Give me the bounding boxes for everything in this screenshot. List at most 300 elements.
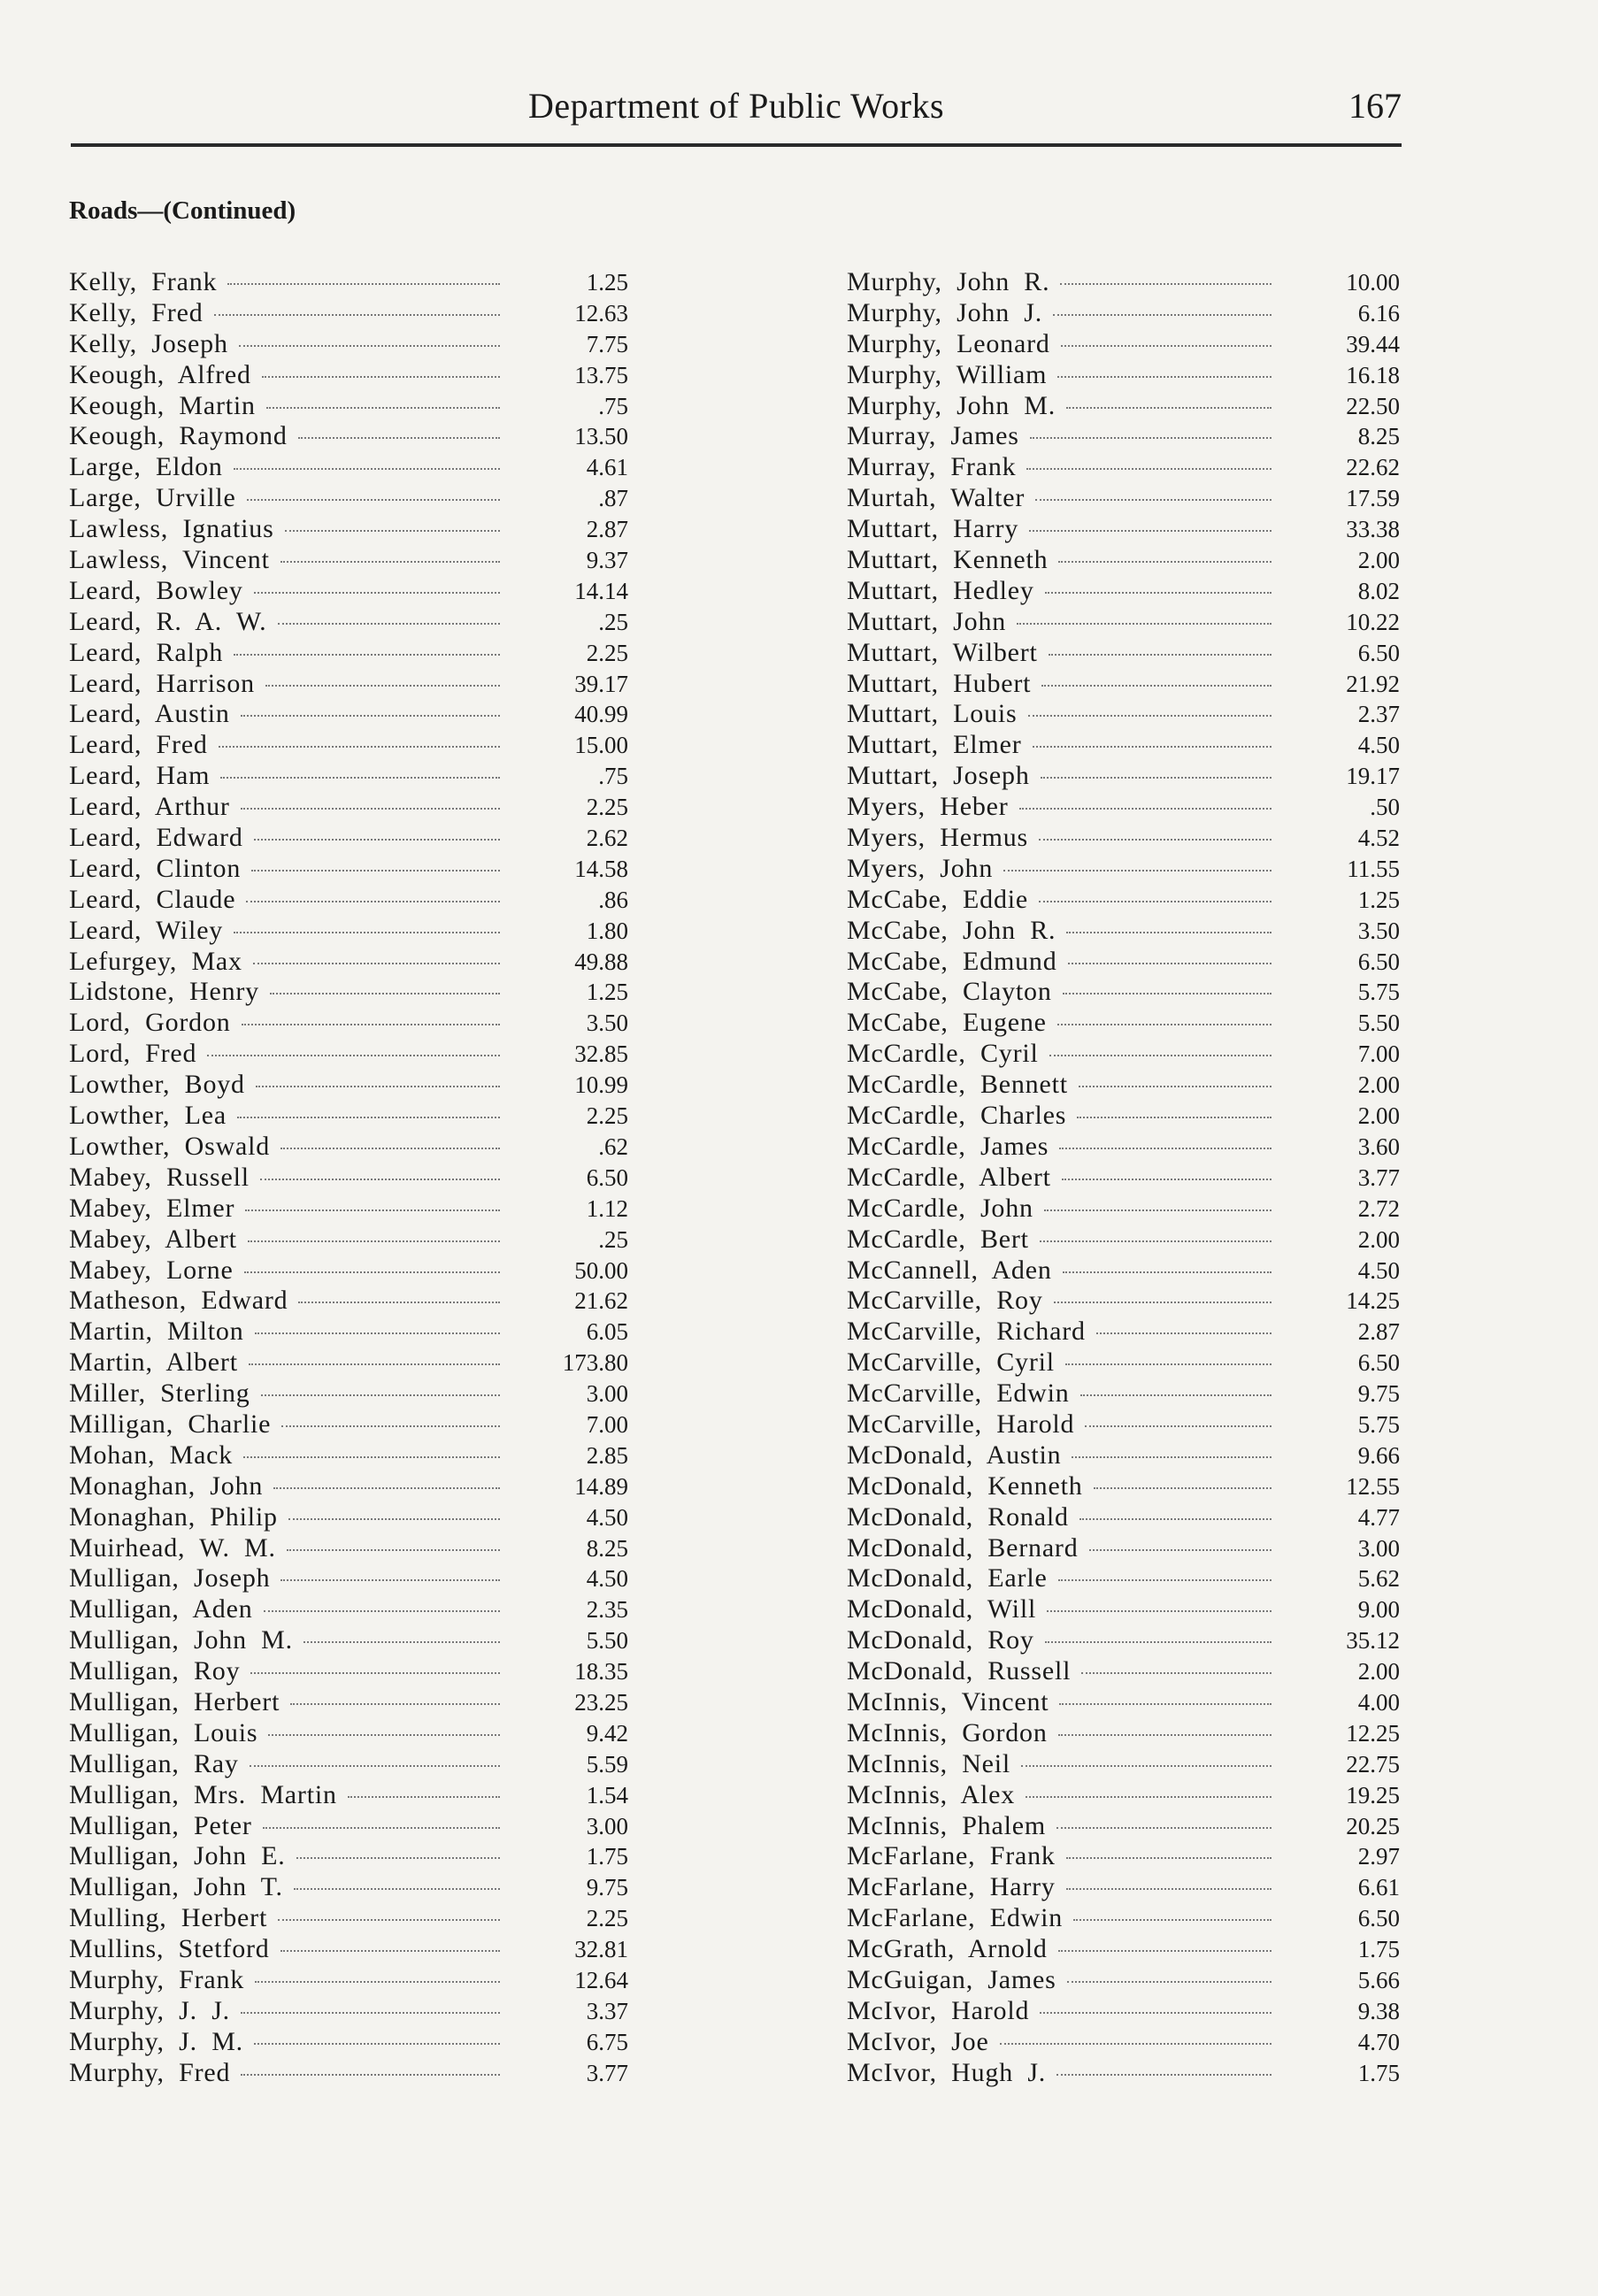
payment-amount: 7.00: [586, 1410, 628, 1438]
payee-name: McCannell, Aden: [847, 1255, 1052, 1285]
list-item: [69, 391, 628, 422]
dot-leader: [1039, 900, 1271, 902]
payment-amount: .86: [598, 886, 628, 913]
dot-leader: [262, 375, 500, 378]
payee-name: Muttart, John: [847, 606, 1007, 636]
payment-amount: 3.77: [586, 2059, 628, 2086]
dot-leader: [1077, 1116, 1271, 1118]
payment-amount: 12.63: [574, 299, 628, 326]
payee-name: Milligan, Charlie: [69, 1409, 272, 1439]
payee-name: Large, Urville: [69, 483, 236, 513]
payee-name: Myers, Hermus: [847, 823, 1029, 853]
payment-amount: 4.77: [1357, 1503, 1400, 1531]
dot-leader: [255, 1980, 500, 1983]
payment-amount: 21.92: [1346, 670, 1400, 697]
dot-leader: [285, 529, 500, 532]
list-item: [69, 823, 628, 854]
payee-name: McInnis, Vincent: [847, 1686, 1049, 1716]
payment-amount: 6.05: [586, 1318, 628, 1346]
list-item: [847, 699, 1400, 730]
payee-name: Mulligan, Aden: [69, 1594, 253, 1624]
dot-leader: [278, 622, 501, 625]
list-item: [847, 1225, 1400, 1256]
payment-amount: 39.17: [574, 670, 628, 697]
payment-amount: 1.80: [586, 917, 628, 944]
payment-amount: 3.77: [1357, 1163, 1400, 1191]
payment-amount: 15.00: [574, 732, 628, 759]
payment-amount: 1.75: [1357, 1936, 1400, 1963]
payee-name: Kelly, Fred: [69, 297, 204, 327]
list-item: [847, 1903, 1400, 1934]
dot-leader: [288, 1517, 500, 1520]
payee-name: McDonald, Earle: [847, 1563, 1048, 1593]
list-item: [847, 1471, 1400, 1502]
payee-name: McCarville, Edwin: [847, 1378, 1070, 1409]
payee-name: Leard, Ralph: [69, 637, 224, 667]
list-item: [847, 576, 1400, 607]
dot-leader: [1059, 1702, 1271, 1705]
list-item: [847, 1996, 1400, 2027]
dot-leader: [1073, 1918, 1271, 1921]
dot-leader: [1040, 2011, 1271, 2014]
list-item: [847, 391, 1400, 422]
payee-name: McCardle, Charles: [847, 1101, 1067, 1131]
list-item: [69, 1656, 628, 1687]
payment-amount: 9.38: [1357, 1997, 1400, 2024]
list-item: [69, 514, 628, 545]
payee-name: Kelly, Frank: [69, 267, 218, 296]
dot-leader: [1041, 776, 1271, 779]
list-item: [69, 1317, 628, 1348]
list-item: [847, 730, 1400, 761]
list-item: [69, 1471, 628, 1502]
list-item: [847, 1039, 1400, 1070]
dot-leader: [281, 1424, 500, 1427]
dot-leader: [1062, 1178, 1271, 1180]
list-item: [847, 1594, 1400, 1625]
list-item: [69, 421, 628, 452]
payment-amount: 1.75: [586, 1843, 628, 1870]
payee-name: Leard, Arthur: [69, 792, 230, 822]
payment-amount: 13.50: [574, 423, 628, 450]
payment-amount: 12.64: [574, 1966, 628, 1993]
payment-amount: 9.75: [586, 1874, 628, 1901]
list-item: [69, 1256, 628, 1286]
payee-name: Martin, Albert: [69, 1348, 238, 1378]
payment-amount: 2.00: [1357, 1102, 1400, 1130]
list-item: [847, 1163, 1400, 1194]
list-item: [69, 1934, 628, 1965]
list-item: [847, 2058, 1400, 2089]
list-item: [847, 1194, 1400, 1225]
dot-leader: [1065, 1363, 1271, 1365]
payee-name: Mulligan, Roy: [69, 1656, 241, 1686]
list-item: [847, 916, 1400, 947]
payee-name: McInnis, Alex: [847, 1779, 1016, 1809]
list-item: [69, 730, 628, 761]
dot-leader: [265, 684, 500, 687]
payment-amount: 5.66: [1357, 1966, 1400, 1993]
list-item: [847, 854, 1400, 885]
payment-amount: 16.18: [1346, 361, 1400, 388]
dot-leader: [1081, 1671, 1271, 1674]
dot-leader: [1085, 1424, 1271, 1427]
dot-leader: [234, 467, 500, 470]
list-item: [847, 1687, 1400, 1718]
list-item: [847, 607, 1400, 638]
payment-amount: 3.37: [586, 1997, 628, 2024]
dot-leader: [298, 1301, 500, 1303]
payee-name: Mullins, Stetford: [69, 1934, 270, 1964]
list-item: [69, 1841, 628, 1872]
dot-leader: [296, 1856, 500, 1859]
right-column: [847, 267, 1400, 2089]
payee-name: Mabey, Elmer: [69, 1193, 235, 1223]
list-item: [847, 514, 1400, 545]
dot-leader: [1096, 1332, 1271, 1334]
dot-leader: [1056, 1826, 1271, 1829]
payment-amount: 2.00: [1357, 547, 1400, 574]
payee-name: Murphy, John R.: [847, 267, 1050, 296]
payment-amount: 6.50: [1357, 639, 1400, 666]
list-item: [847, 792, 1400, 823]
dot-leader: [280, 1578, 500, 1581]
payee-name: McIvor, Harold: [847, 1995, 1030, 2025]
payment-amount: 8.25: [586, 1534, 628, 1562]
dot-leader: [1026, 1795, 1271, 1798]
payment-amount: 6.50: [586, 1163, 628, 1191]
payment-amount: 3.60: [1357, 1133, 1400, 1160]
list-item: [69, 1039, 628, 1070]
list-item: [847, 421, 1400, 452]
dot-leader: [1049, 1054, 1271, 1056]
dot-leader: [207, 1054, 500, 1056]
list-item: [69, 916, 628, 947]
dot-leader: [249, 1363, 500, 1365]
list-item: [847, 1625, 1400, 1656]
list-item: [847, 298, 1400, 329]
dot-leader: [254, 2042, 500, 2045]
dot-leader: [234, 931, 500, 933]
dot-leader: [255, 1332, 500, 1334]
payee-name: Miller, Sterling: [69, 1378, 250, 1409]
payee-name: McDonald, Ronald: [847, 1501, 1069, 1532]
list-item: [847, 885, 1400, 916]
list-item: [847, 1718, 1400, 1749]
payee-name: McCardle, James: [847, 1131, 1049, 1161]
payee-name: McInnis, Gordon: [847, 1717, 1048, 1747]
payment-amount: 20.25: [1346, 1812, 1400, 1839]
payee-name: Murphy, William: [847, 359, 1048, 389]
payment-amount: 6.16: [1357, 299, 1400, 326]
payment-amount: 5.75: [1357, 1410, 1400, 1438]
payee-name: Keough, Alfred: [69, 359, 251, 389]
payment-amount: 32.85: [574, 1040, 628, 1068]
payment-amount: 19.17: [1346, 763, 1400, 790]
list-item: [69, 360, 628, 391]
payment-amount: 8.02: [1357, 577, 1400, 604]
payee-name: McCardle, Bennett: [847, 1070, 1068, 1100]
list-item: [847, 638, 1400, 669]
payee-name: Matheson, Edward: [69, 1286, 288, 1316]
payment-amount: 4.61: [586, 454, 628, 481]
payee-name: Mulligan, Peter: [69, 1810, 252, 1840]
payee-name: Mulligan, Herbert: [69, 1686, 280, 1716]
payee-name: McDonald, Kenneth: [847, 1471, 1083, 1501]
payment-amount: 1.25: [586, 979, 628, 1006]
payment-amount: 2.00: [1357, 1225, 1400, 1253]
dot-leader: [241, 714, 500, 717]
dot-leader: [280, 560, 500, 563]
payee-name: Leard, Ham: [69, 761, 211, 791]
payment-amount: 7.75: [586, 330, 628, 357]
dot-leader: [242, 1023, 500, 1025]
payment-amount: 4.00: [1357, 1688, 1400, 1716]
list-item: [847, 1256, 1400, 1286]
list-item: [69, 1687, 628, 1718]
list-item: [847, 545, 1400, 576]
dot-leader: [227, 282, 500, 285]
payment-amount: 1.12: [586, 1194, 628, 1222]
payee-name: Mulligan, Louis: [69, 1717, 258, 1747]
list-item: [69, 669, 628, 700]
list-item: [847, 1132, 1400, 1163]
payee-name: Mulling, Herbert: [69, 1903, 268, 1933]
payee-name: McDonald, Roy: [847, 1625, 1034, 1655]
dot-leader: [1019, 807, 1271, 810]
list-item: [847, 329, 1400, 360]
payment-amount: 22.62: [1346, 454, 1400, 481]
list-item: [69, 1286, 628, 1317]
list-item: [847, 823, 1400, 854]
payee-name: Lowther, Boyd: [69, 1070, 245, 1100]
payee-name: Murphy, Fred: [69, 2057, 231, 2087]
payment-amount: 10.22: [1346, 608, 1400, 635]
payment-amount: 23.25: [574, 1688, 628, 1716]
list-item: [69, 1903, 628, 1934]
dot-leader: [1000, 2042, 1271, 2045]
dot-leader: [245, 1209, 500, 1211]
dot-leader: [1030, 436, 1271, 439]
dot-leader: [273, 1486, 500, 1489]
payee-name: Leard, R. A. W.: [69, 606, 267, 636]
payment-amount: 2.00: [1357, 1071, 1400, 1099]
payment-amount: 1.75: [1357, 2059, 1400, 2086]
list-item: [69, 545, 628, 576]
dot-leader: [260, 1178, 500, 1180]
payee-name: Kelly, Joseph: [69, 328, 228, 358]
list-item: [69, 452, 628, 483]
list-item: [847, 761, 1400, 792]
dot-leader: [298, 436, 500, 439]
payee-name: McFarlane, Frank: [847, 1841, 1056, 1871]
dot-leader: [294, 1887, 500, 1890]
list-item: [847, 1317, 1400, 1348]
payment-amount: 5.50: [586, 1627, 628, 1655]
payee-name: McCardle, Cyril: [847, 1039, 1039, 1069]
list-item: [847, 1286, 1400, 1317]
list-item: [847, 1101, 1400, 1132]
dot-leader: [1026, 467, 1271, 470]
dot-leader: [1057, 375, 1271, 378]
payment-amount: 9.75: [1357, 1380, 1400, 1408]
list-item: [69, 699, 628, 730]
list-item: [847, 669, 1400, 700]
payment-amount: 2.87: [1357, 1318, 1400, 1346]
payment-amount: 2.87: [586, 516, 628, 543]
list-item: [69, 1163, 628, 1194]
payee-name: McGrath, Arnold: [847, 1934, 1048, 1964]
payee-name: McCarville, Richard: [847, 1317, 1086, 1347]
payee-name: McGuigan, James: [847, 1964, 1056, 1994]
dot-leader: [1021, 1764, 1271, 1767]
payee-name: Mulligan, Mrs. Martin: [69, 1779, 337, 1809]
list-item: [69, 1409, 628, 1440]
page-title: Department of Public Works: [527, 86, 945, 126]
dot-leader: [253, 962, 500, 964]
payee-name: McCabe, Edmund: [847, 946, 1057, 976]
payee-name: McDonald, Will: [847, 1594, 1037, 1624]
list-item: [69, 854, 628, 885]
list-item: [69, 1348, 628, 1378]
payee-name: Lowther, Oswald: [69, 1131, 271, 1161]
payment-amount: 50.00: [574, 1256, 628, 1284]
payee-name: McCabe, Eugene: [847, 1008, 1047, 1038]
payment-amount: 9.37: [586, 547, 628, 574]
payee-name: McCabe, Eddie: [847, 884, 1029, 914]
list-item: [847, 1780, 1400, 1811]
payment-amount: 21.62: [574, 1287, 628, 1315]
dot-leader: [1040, 1240, 1271, 1242]
payment-amount: 32.81: [574, 1936, 628, 1963]
payment-amount: 2.62: [586, 825, 628, 852]
list-item: [847, 1502, 1400, 1533]
dot-leader: [244, 1271, 500, 1273]
list-item: [69, 1194, 628, 1225]
payee-name: Mabey, Albert: [69, 1224, 237, 1254]
payment-amount: 3.00: [586, 1812, 628, 1839]
payee-name: Large, Eldon: [69, 452, 223, 482]
list-item: [847, 360, 1400, 391]
list-item: [69, 607, 628, 638]
payee-name: McCardle, Bert: [847, 1224, 1029, 1254]
payee-name: Monaghan, Philip: [69, 1501, 278, 1532]
list-item: [69, 576, 628, 607]
payee-name: McCarville, Harold: [847, 1409, 1075, 1439]
list-item: [69, 1132, 628, 1163]
dot-leader: [1058, 1733, 1271, 1736]
payment-amount: 14.58: [574, 855, 628, 882]
payment-amount: 8.25: [1357, 423, 1400, 450]
list-item: [69, 1996, 628, 2027]
payment-amount: 14.25: [1346, 1287, 1400, 1315]
payment-amount: 1.25: [586, 269, 628, 296]
payee-name: Mulligan, John M.: [69, 1625, 293, 1655]
payee-name: Lefurgey, Max: [69, 946, 242, 976]
payee-name: Mulligan, Joseph: [69, 1563, 271, 1593]
dot-leader: [1049, 653, 1271, 656]
payment-amount: 2.00: [1357, 1658, 1400, 1686]
dot-leader: [248, 1240, 500, 1242]
dot-leader: [1094, 1486, 1271, 1489]
list-item: [69, 329, 628, 360]
dot-leader: [1066, 931, 1271, 933]
dot-leader: [1003, 869, 1271, 872]
list-item: [69, 2058, 628, 2089]
payee-name: Murphy, John M.: [847, 390, 1056, 420]
dot-leader: [1072, 1455, 1271, 1458]
payment-amount: 5.62: [1357, 1565, 1400, 1593]
dot-leader: [241, 807, 500, 810]
payment-amount: 5.50: [1357, 1010, 1400, 1037]
list-item: [69, 298, 628, 329]
payee-name: Muirhead, W. M.: [69, 1532, 276, 1563]
dot-leader: [219, 745, 500, 748]
payment-amount: 19.25: [1346, 1781, 1400, 1808]
dot-leader: [256, 1085, 500, 1087]
list-item: [847, 2027, 1400, 2058]
payee-name: McCabe, John R.: [847, 915, 1056, 945]
payment-amount: 14.14: [574, 577, 628, 604]
payee-name: Mohan, Mack: [69, 1440, 234, 1470]
payee-name: Leard, Fred: [69, 730, 208, 760]
list-item: [847, 483, 1400, 514]
payee-name: Murphy, J. J.: [69, 1995, 230, 2025]
dot-leader: [1058, 560, 1271, 563]
dot-leader: [1089, 1548, 1271, 1551]
dot-leader: [1056, 2073, 1271, 2076]
dot-leader: [1059, 1147, 1271, 1149]
payment-amount: 3.50: [586, 1010, 628, 1037]
payee-name: Lord, Gordon: [69, 1008, 231, 1038]
payment-amount: .25: [598, 1225, 628, 1253]
payment-amount: 10.00: [1346, 269, 1400, 296]
list-item: [69, 638, 628, 669]
dot-leader: [239, 344, 500, 347]
payment-amount: 22.75: [1346, 1750, 1400, 1778]
payment-amount: 9.42: [586, 1719, 628, 1747]
dot-leader: [290, 1702, 500, 1705]
list-item: [847, 1348, 1400, 1378]
payee-name: Myers, John: [847, 853, 994, 883]
dot-leader: [261, 1394, 500, 1396]
payee-name: Leard, Clinton: [69, 853, 242, 883]
dot-leader: [214, 313, 501, 316]
dot-leader: [348, 1795, 500, 1798]
dot-leader: [268, 1733, 500, 1736]
dot-leader: [220, 776, 500, 779]
dot-leader: [1017, 622, 1271, 625]
payment-amount: 9.00: [1357, 1596, 1400, 1624]
payment-amount: 18.35: [574, 1658, 628, 1686]
list-item: [847, 1656, 1400, 1687]
dot-leader: [1080, 1394, 1271, 1396]
payment-amount: 3.50: [1357, 917, 1400, 944]
dot-leader: [270, 992, 500, 994]
payee-name: McIvor, Hugh J.: [847, 2057, 1047, 2087]
payment-amount: 22.50: [1346, 392, 1400, 419]
payee-name: Murphy, Leonard: [847, 328, 1050, 358]
list-item: [847, 1409, 1400, 1440]
list-item: [69, 1594, 628, 1625]
list-item: [69, 761, 628, 792]
payee-name: Murray, Frank: [847, 452, 1017, 482]
payee-name: Mulligan, Ray: [69, 1748, 239, 1778]
payee-name: Myers, Heber: [847, 792, 1009, 822]
payment-amount: 173.80: [562, 1349, 628, 1377]
list-item: [69, 977, 628, 1008]
dot-leader: [1053, 313, 1271, 316]
